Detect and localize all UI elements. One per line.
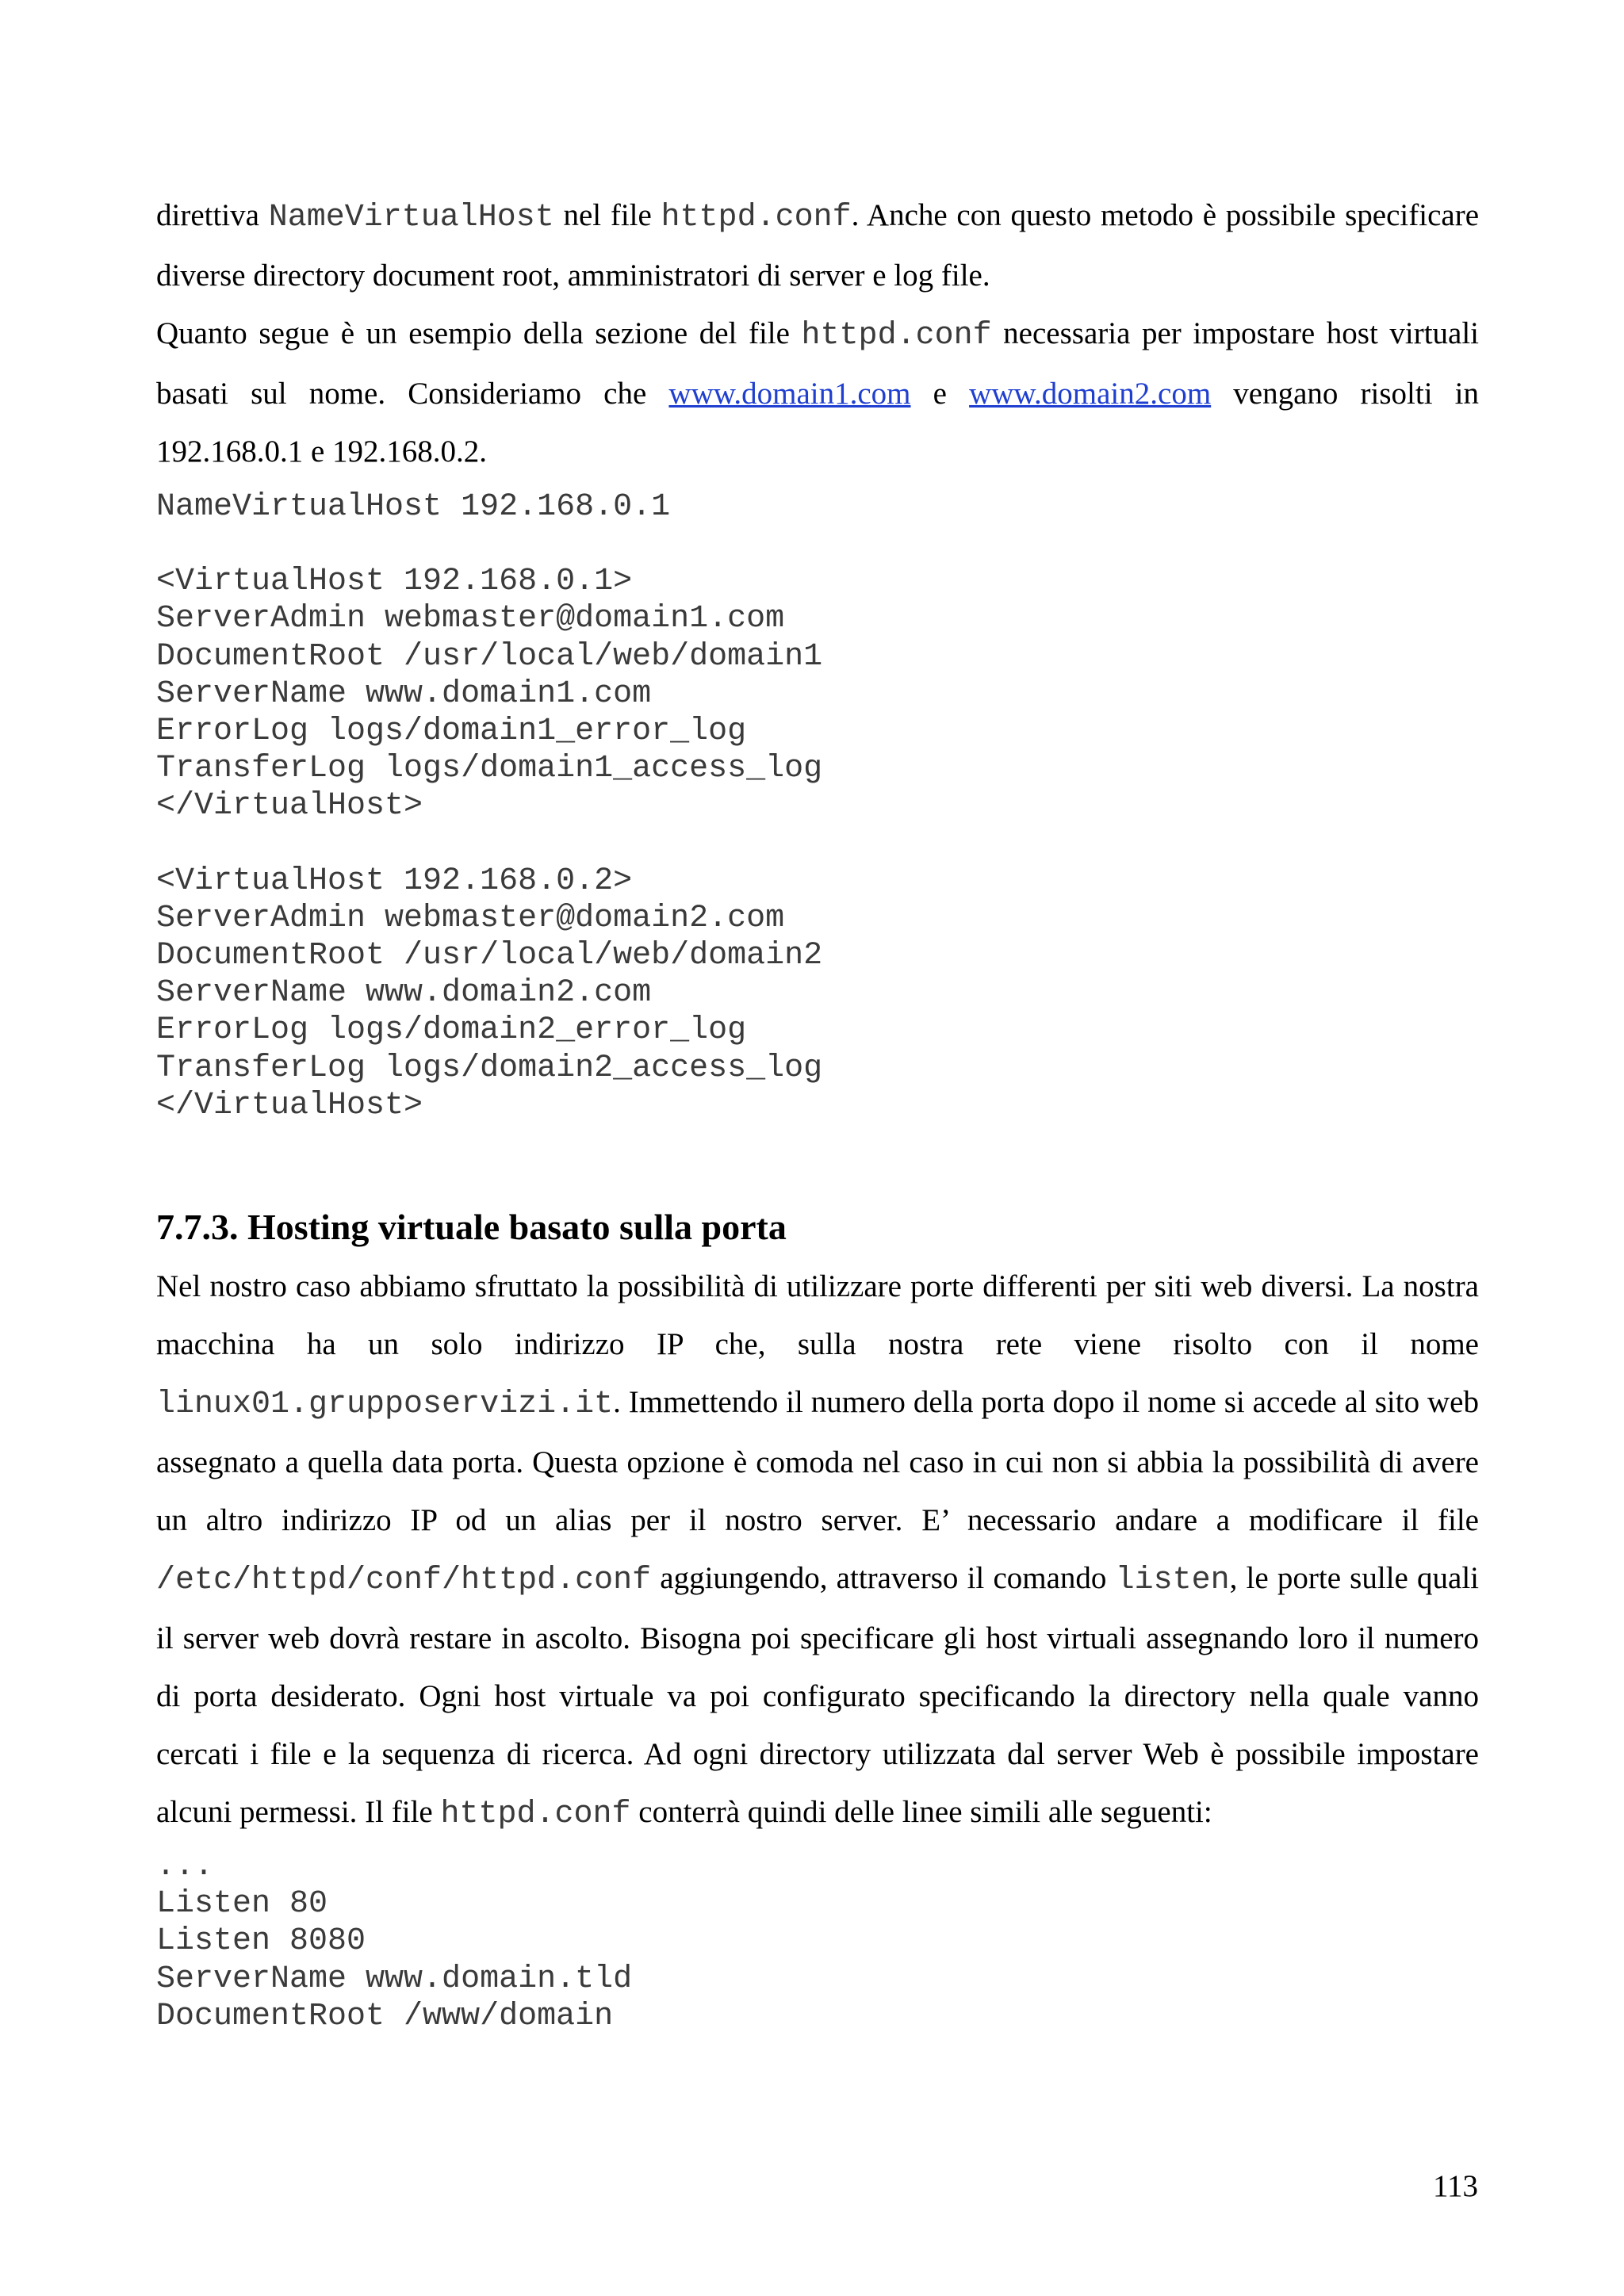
text: conterrà quindi delle linee simili alle seguenti: <box>630 1795 1212 1830</box>
page-number: 113 <box>1432 2169 1478 2203</box>
spacer <box>156 825 1479 863</box>
paragraph-port-hosting <box>156 1257 1479 1843</box>
text: . Immettendo il numero della porta dopo il nome si accede al sito web assegnato a quella data porta. Questa opzione è comoda nel caso in cui non si abbia la possibilità di avere un altro indirizzo IP od un alias per il nostro server. E’ necessario andare a modificare il file <box>156 1385 1479 1538</box>
text: nel file <box>553 198 661 232</box>
text: e <box>910 377 970 411</box>
paragraph-example-intro <box>156 304 1479 480</box>
code-virtualhost-domain1: <VirtualHost 192.168.0.1> ServerAdmin webmaster@domain1.com DocumentRoot /usr/local/web/domain1 ServerName www.domain1.com ErrorLog logs/domain1_error_log TransferLog logs/domain1_access_log </VirtualHost> <box>156 564 823 825</box>
section-heading: 7.7.3. Hosting virtuale basato sulla porta <box>156 1207 787 1248</box>
inline-code: httpd.conf <box>440 1797 631 1833</box>
spacer <box>156 526 1479 563</box>
code-namevirtualhost: NameVirtualHost 192.168.0.1 <box>156 489 671 525</box>
inline-code: linux01.grupposervizi.it <box>156 1387 614 1423</box>
text: , le porte sulle quali il server web dovrà restare in ascolto. Bisogna poi specificare gli host virtuali assegnando loro il numero di porta desiderato. Ogni host virtuale va poi configurato specificando la directory nella quale vanno cercati i file e la sequenza di ricerca. Ad ogni directory utilizzata dal server Web è possibile impostare alcuni permessi. Il file <box>156 1561 1480 1830</box>
code-listen-block: ... Listen 80 Listen 8080 ServerName www.domain.tld DocumentRoot /www/domain <box>156 1849 633 2034</box>
text: direttiva <box>156 198 269 232</box>
text: necessaria per impostare host virtuali basati sul nome. Consideriamo che <box>156 316 1480 411</box>
text: vengano risolti in 192.168.0.1 e 192.168.0.2. <box>156 377 1479 469</box>
inline-code: NameVirtualHost <box>268 200 554 235</box>
text: Quanto segue è un esempio della sezione del file <box>156 316 802 350</box>
inline-code: httpd.conf <box>801 318 992 354</box>
inline-code: listen <box>1115 1563 1230 1599</box>
inline-code: httpd.conf <box>661 200 852 235</box>
page-content <box>156 186 1479 2035</box>
text: aggiungendo, attraverso il comando <box>651 1561 1116 1596</box>
code-virtualhost-domain2: <VirtualHost 192.168.0.2> ServerAdmin webmaster@domain2.com DocumentRoot /usr/local/web/domain2 ServerName www.domain2.com ErrorLog logs/domain2_error_log TransferLog logs/domain2_access_log </VirtualHost> <box>156 863 823 1123</box>
text: . Anche con questo metodo è possibile specificare diverse directory document root, amministratori di server e log file. <box>156 198 1480 293</box>
inline-code: /etc/httpd/conf/httpd.conf <box>156 1563 652 1599</box>
text: Nel nostro caso abbiamo sfruttato la possibilità di utilizzare porte differenti per siti web diversi. La nostra macchina ha un solo indirizzo IP che, sulla nostra rete viene risolto con il nome <box>156 1269 1479 1362</box>
link-domain1[interactable]: www.domain1.com <box>668 377 911 411</box>
link-domain2[interactable]: www.domain2.com <box>969 377 1212 411</box>
paragraph-namevirtualhost <box>156 186 1479 304</box>
